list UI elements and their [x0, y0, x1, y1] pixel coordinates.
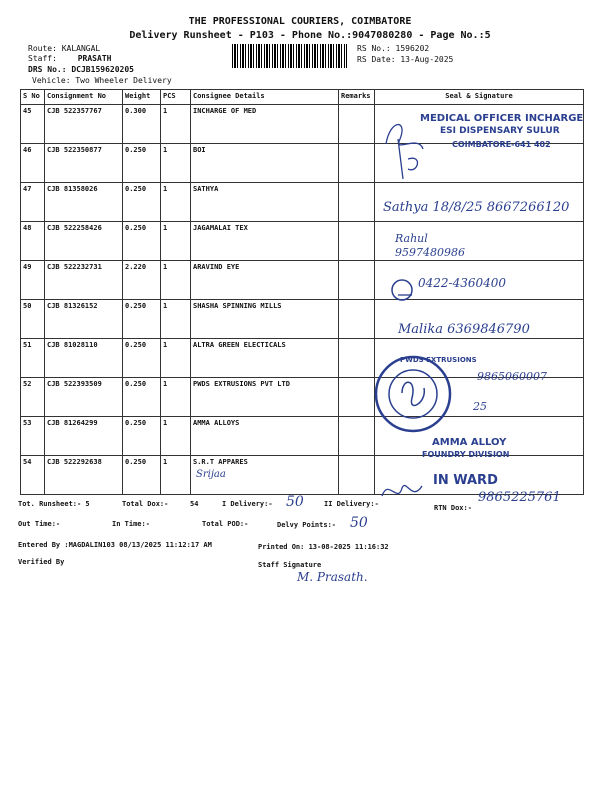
cell-consignment-no: CJB 81028110: [45, 339, 123, 378]
cell-weight: 0.250: [123, 144, 161, 183]
total-dox-value: 54: [190, 500, 199, 508]
cell-sno: 48: [21, 222, 45, 261]
cell-sno: 54: [21, 456, 45, 495]
table-row: [21, 378, 584, 417]
cell-sno: 50: [21, 300, 45, 339]
delvy-points-value: 50: [350, 515, 368, 531]
stamp-med-officer: MEDICAL OFFICER INCHARGE: [420, 113, 584, 124]
cell-remarks: [339, 183, 375, 222]
staff-name: PRASATH: [77, 54, 112, 63]
staff-label: Staff:: [28, 54, 57, 63]
col-weight: Weight: [123, 90, 161, 105]
rs-date: RS Date: 13-Aug-2025: [357, 55, 454, 64]
ii-delivery-label: II Delivery:-: [324, 500, 379, 508]
rs-number: RS No.: 1596202: [357, 44, 430, 53]
delvy-points-label: Delvy Points:-: [277, 521, 337, 529]
stamp-coimbatore: COIMBATORE-641 402: [452, 140, 551, 149]
col-consignment: Consignment No: [45, 90, 123, 105]
total-pod-label: Total POD:-: [202, 520, 249, 528]
cell-consignment-no: CJB 81358026: [45, 183, 123, 222]
cell-pcs: 1: [161, 183, 191, 222]
handwriting-row-49: 0422-4360400: [418, 276, 507, 290]
drs-number: DCJB159620205: [71, 65, 134, 74]
cell-consignment-no: CJB 81264299: [45, 417, 123, 456]
cell-pcs: 1: [161, 300, 191, 339]
in-time-label: In Time:-: [112, 520, 150, 528]
cell-pcs: 1: [161, 105, 191, 144]
cell-consignment-no: CJB 81326152: [45, 300, 123, 339]
cell-weight: 2.220: [123, 261, 161, 300]
verified-by: Verified By: [18, 558, 65, 566]
cell-consignment-no: CJB 522350877: [45, 144, 123, 183]
cell-pcs: 1: [161, 417, 191, 456]
cell-sno: 46: [21, 144, 45, 183]
cell-weight: 0.300: [123, 105, 161, 144]
cell-consignment-no: CJB 522292638: [45, 456, 123, 495]
col-pcs: PCS: [161, 90, 191, 105]
vehicle: Vehicle: Two Wheeler Delivery: [32, 76, 172, 85]
drs-label: DRS No.:: [28, 65, 67, 74]
cell-weight: 0.250: [123, 378, 161, 417]
staff-line: [28, 54, 111, 63]
col-sno: S No: [21, 90, 45, 105]
cell-consignment-no: CJB 522258426: [45, 222, 123, 261]
col-consignee: Consignee Details: [191, 90, 339, 105]
stamp-in-ward: IN WARD: [433, 473, 498, 488]
cell-consignment-no: CJB 522393509: [45, 378, 123, 417]
out-time-label: Out Time:-: [18, 520, 61, 528]
cell-consignee: SATHYA: [191, 183, 339, 222]
cell-pcs: 1: [161, 261, 191, 300]
stamp-esi-dispensary: ESI DISPENSARY SULUR: [440, 126, 560, 136]
table-row: [21, 222, 584, 261]
cell-sno: 45: [21, 105, 45, 144]
cell-pcs: 1: [161, 339, 191, 378]
handwriting-row-50: Malika 6369846790: [398, 322, 530, 337]
cell-consignee: BOI: [191, 144, 339, 183]
handwriting-row-54: Srijaa: [196, 469, 226, 480]
stamp-foundry-division: FOUNDRY DIVISION: [422, 450, 510, 459]
handwriting-row-48: Rahul 9597480986: [395, 232, 465, 259]
i-delivery-label: I Delivery:-: [222, 500, 273, 508]
runsheet-table: [20, 89, 584, 495]
signature-row-45: [378, 114, 438, 184]
total-dox-label: Total Dox:-: [122, 500, 169, 508]
cell-consignee: JAGAMALAI TEX: [191, 222, 339, 261]
stamp-pwds-text: PWDS EXTRUSIONS: [400, 356, 477, 364]
cell-pcs: 1: [161, 378, 191, 417]
cell-weight: 0.250: [123, 222, 161, 261]
cell-remarks: [339, 456, 375, 495]
cell-remarks: [339, 261, 375, 300]
cell-weight: 0.250: [123, 339, 161, 378]
handwriting-row-54-phone: 9865225761: [478, 490, 561, 505]
cell-consignee: S.R.T APPARES: [191, 456, 339, 495]
signature-row-54: [378, 476, 428, 506]
table-row: [21, 456, 584, 495]
col-seal-signature: Seal & Signature: [375, 90, 584, 105]
stamp-amma-alloy: AMMA ALLOY: [432, 437, 507, 448]
route: Route: KALANGAL: [28, 44, 101, 53]
cell-pcs: 1: [161, 222, 191, 261]
col-remarks: Remarks: [339, 90, 375, 105]
cell-consignment-no: CJB 522232731: [45, 261, 123, 300]
cell-weight: 0.250: [123, 183, 161, 222]
cell-remarks: [339, 339, 375, 378]
drs-line: [28, 65, 134, 74]
cell-sno: 52: [21, 378, 45, 417]
barcode: [232, 44, 347, 68]
i-delivery-value: 50: [286, 494, 304, 510]
cell-weight: 0.250: [123, 300, 161, 339]
cell-consignee: PWDS EXTRUSIONS PVT LTD: [191, 378, 339, 417]
cell-sno: 47: [21, 183, 45, 222]
cell-consignee: INCHARGE OF MED: [191, 105, 339, 144]
cell-weight: 0.250: [123, 417, 161, 456]
cell-remarks: [339, 417, 375, 456]
cell-remarks: [339, 144, 375, 183]
company-title: THE PROFESSIONAL COURIERS, COIMBATORE: [188, 16, 412, 27]
handwriting-row-51: 9865060007: [477, 370, 547, 383]
cell-consignment-no: CJB 522357767: [45, 105, 123, 144]
cell-sno: 49: [21, 261, 45, 300]
cell-consignee: ARAVIND EYE: [191, 261, 339, 300]
entered-by: Entered By :MAGDALIN103 08/13/2025 11:12:17 AM: [18, 541, 212, 549]
handwriting-row-47: Sathya 18/8/25 8667266120: [383, 200, 570, 215]
runsheet-subtitle: Delivery Runsheet - P103 - Phone No.:9047080280 - Page No.:5: [129, 30, 491, 41]
cell-consignee: ALTRA GREEN ELECTICALS: [191, 339, 339, 378]
rtn-dox-label: RTN Dox:-: [434, 504, 472, 512]
staff-signature-label: Staff Signature: [258, 561, 322, 569]
cell-remarks: [339, 222, 375, 261]
cell-pcs: 1: [161, 456, 191, 495]
cell-sno: 51: [21, 339, 45, 378]
signature-row-49: [388, 275, 418, 305]
tot-runsheet: Tot. Runsheet:- 5: [18, 500, 90, 508]
cell-consignee: AMMA ALLOYS: [191, 417, 339, 456]
cell-remarks: [339, 378, 375, 417]
handwriting-row-53: 25: [473, 400, 487, 413]
cell-pcs: 1: [161, 144, 191, 183]
staff-signature: M. Prasath.: [297, 570, 368, 584]
printed-on: Printed On: 13-08-2025 11:16:32: [258, 543, 389, 551]
cell-sno: 53: [21, 417, 45, 456]
cell-remarks: [339, 105, 375, 144]
cell-remarks: [339, 300, 375, 339]
table-row: [21, 144, 584, 183]
cell-consignee: SHASHA SPINNING MILLS: [191, 300, 339, 339]
table-header: [21, 90, 584, 105]
stamp-pwds-round: [372, 353, 454, 435]
table-row: [21, 105, 584, 144]
cell-weight: 0.250: [123, 456, 161, 495]
